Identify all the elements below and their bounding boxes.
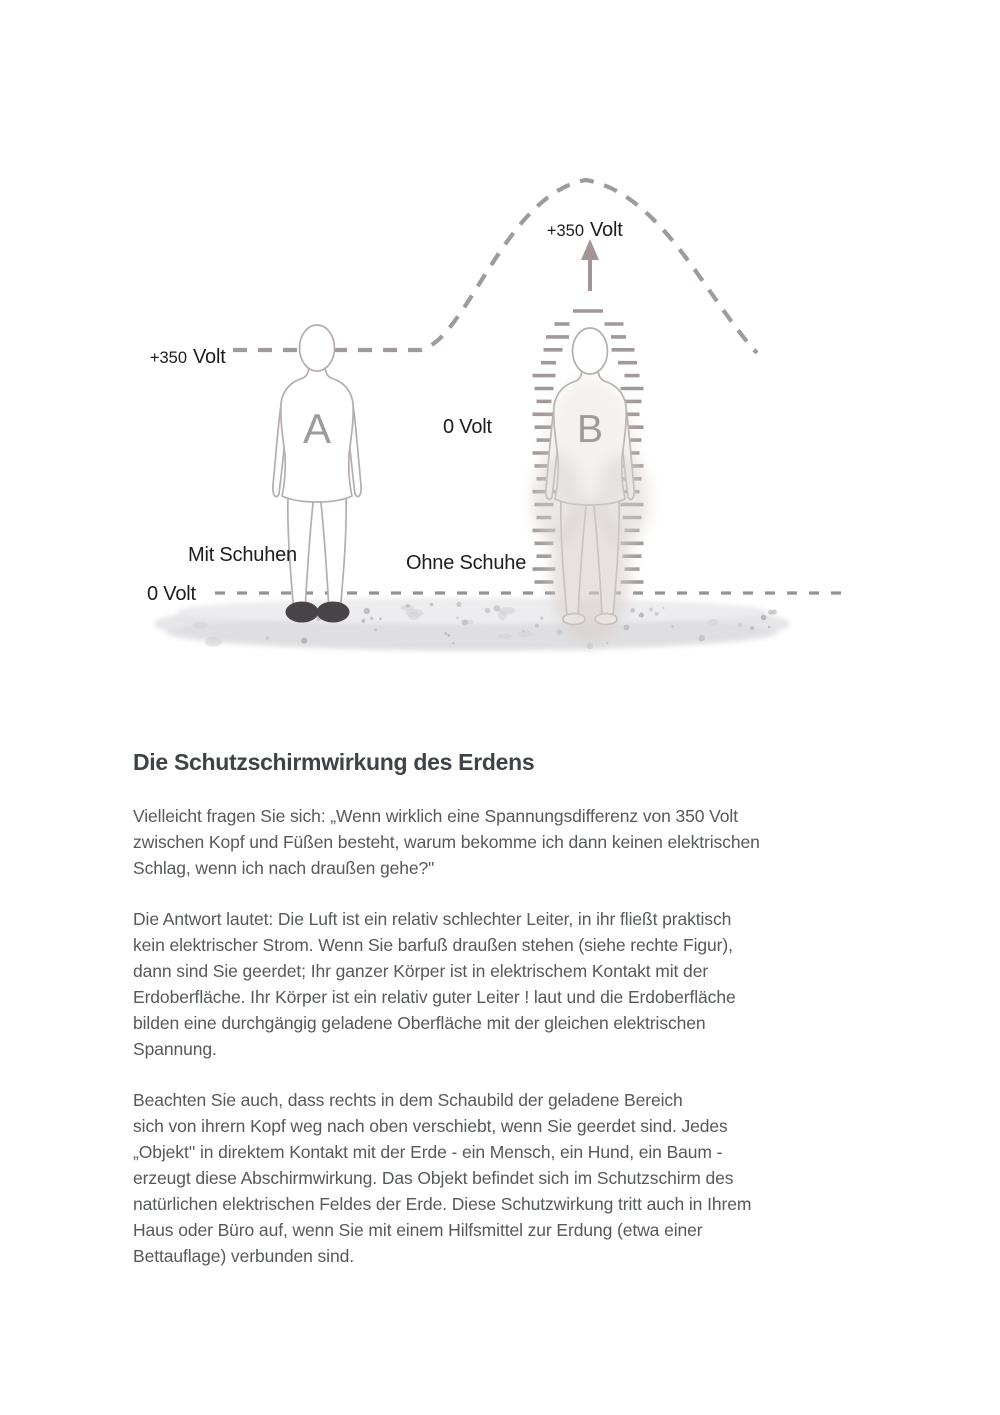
svg-text:Volt: Volt bbox=[193, 346, 226, 368]
article bbox=[133, 749, 913, 1294]
svg-text:+350: +350 bbox=[149, 349, 187, 367]
ground bbox=[154, 598, 790, 651]
figure-b-letter: B bbox=[576, 408, 604, 451]
ground-zero-volt-label: 0 Volt bbox=[147, 583, 196, 605]
text-line: Haus oder Büro auf, wenn Sie mit einem Hilfsmittel zur Erdung (etwa einer bbox=[133, 1220, 703, 1240]
diagram-canvas bbox=[0, 0, 1000, 700]
left-voltage-label bbox=[150, 346, 226, 368]
up-arrow-icon bbox=[581, 239, 599, 291]
text-line: erzeugt diese Abschirmwirkung. Das Objekt befindet sich im Schutzschirm des bbox=[133, 1168, 734, 1188]
paragraph bbox=[133, 803, 913, 881]
figure-b-caption: Ohne Schuhe bbox=[406, 552, 527, 574]
figure-a-caption: Mit Schuhen bbox=[188, 544, 297, 566]
text-line: „Objekt'' in direktem Kontakt mit der Erde - ein Mensch, ein Hund, ein Baum - bbox=[133, 1142, 723, 1162]
grounding-diagram bbox=[0, 0, 1000, 700]
text-line: bilden eine durchgängig geladene Oberfläche mit der gleichen elektrischen bbox=[133, 1013, 706, 1033]
text-line: kein elektrischer Strom. Wenn Sie barfuß draußen stehen (siehe rechte Figur), bbox=[133, 935, 733, 955]
text-line: Schlag, wenn ich nach draußen gehe?" bbox=[133, 858, 435, 878]
middle-zero-volt-label: 0 Volt bbox=[443, 416, 492, 438]
figure-a-body bbox=[273, 325, 361, 622]
text-line: Bettauflage) verbunden sind. bbox=[133, 1246, 354, 1266]
text-line: dann sind Sie geerdet; Ihr ganzer Körper ist in elektrischem Kontakt mit der bbox=[133, 961, 709, 981]
text-line: Vielleicht fragen Sie sich: „Wenn wirklich eine Spannungsdifferenz von 350 Volt bbox=[133, 806, 738, 826]
text-line: zwischen Kopf und Füßen besteht, warum bekomme ich dann keinen elektrischen bbox=[133, 832, 760, 852]
text-line: Die Antwort lautet: Die Luft ist ein relativ schlechter Leiter, in ihr fließt praktisch bbox=[133, 909, 732, 929]
text-line: Spannung. bbox=[133, 1039, 217, 1059]
svg-text:Volt: Volt bbox=[590, 219, 623, 241]
text-line: Beachten Sie auch, dass rechts in dem Schaubild der geladene Bereich bbox=[133, 1090, 683, 1110]
top-voltage-label bbox=[547, 219, 623, 241]
text-line: Erdoberfläche. Ihr Körper ist ein relativ guter Leiter ! laut und die Erdoberfläche bbox=[133, 987, 736, 1007]
text-line: sich von ihrern Kopf weg nach oben verschiebt, wenn Sie geerdet sind. Jedes bbox=[133, 1116, 728, 1136]
paragraph bbox=[133, 1087, 913, 1269]
figure-a-letter: A bbox=[302, 405, 332, 452]
paragraph bbox=[133, 906, 913, 1062]
text-line: natürlichen elektrischen Feldes der Erde. Diese Schutzwirkung tritt auch in Ihrem bbox=[133, 1194, 752, 1214]
svg-text:+350: +350 bbox=[546, 222, 584, 240]
page-title: Die Schutzschirmwirkung des Erdens bbox=[133, 749, 535, 775]
